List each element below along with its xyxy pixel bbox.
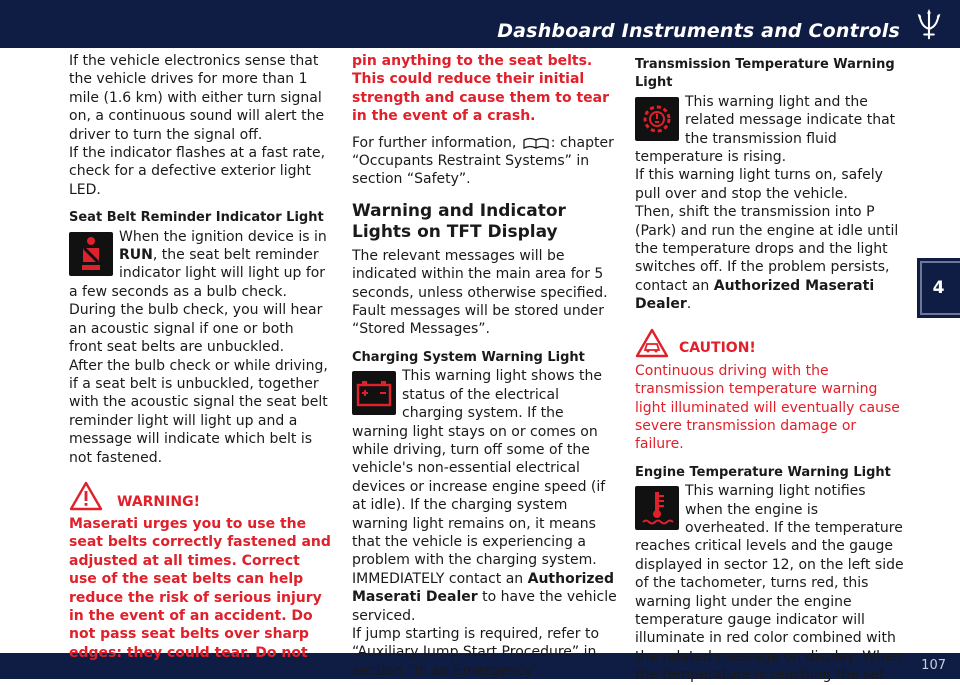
caution-text: Continuous driving with the transmission temperature warning light illuminated will eventually cause severe transmission damage or failure. (635, 362, 900, 453)
warning-triangle-icon (69, 481, 103, 511)
jump-start-paragraph: If jump starting is required, refer to “Auxiliary Jump Start Procedure” in section “In an Emergency”. (352, 625, 600, 679)
tft-heading: Warning and Indicator Lights on TFT Display (352, 200, 566, 242)
maserati-trident-icon (910, 6, 948, 44)
transmission-block (635, 93, 905, 167)
charging-text: This warning light shows the status of the electrical charging system. If the warning light stays on or comes on while driving, turn off some of the vehicle's non-essential electrical devices or increase engine speed (if at idle). If the charging system warning light remains on, it means that the vehicle is experiencing a problem with the charging system. IMMEDIATELY contact an (352, 368, 606, 587)
transmission-stop-paragraph: If this warning light turns on, safely pull over and stop the vehicle. (635, 167, 883, 202)
battery-warning-icon (352, 371, 396, 415)
engine-heading: Engine Temperature Warning Light (635, 464, 891, 480)
seatbelt-text-pre: When the ignition device is in (119, 228, 327, 245)
warning-title: WARNING! (117, 493, 200, 510)
engine-text: This warning light notifies when the engine is overheated. If the temperature reaches critical levels and the gauge displayed in sector 12, on the left side of the tachometer, turns red, this warning light under the engine temperature gauge indicator will illuminate in red color combined with the related message on display. When the temperature is reaching the set (635, 483, 904, 684)
section-title: Dashboard Instruments and Controls (497, 20, 900, 42)
book-reference-icon (521, 136, 551, 150)
seatbelt-heading: Seat Belt Reminder Indicator Light (69, 210, 324, 226)
engine-temp-icon (635, 486, 679, 530)
column-1 (69, 52, 331, 662)
column-2 (352, 52, 618, 680)
further-info-ref: : chapter “Occupants Restraint Systems” in section “Safety”. (352, 134, 614, 188)
charging-block (352, 367, 618, 625)
caution-header (635, 328, 905, 358)
warning-text-continued: pin anything to the seat belts. This could reduce their initial strength and cause them to tear in the event of a crash. (352, 53, 610, 125)
charging-heading: Charging System Warning Light (352, 349, 585, 365)
seatbelt-warning-icon (69, 232, 113, 276)
transmission-text: This warning light and the related message indicate that the transmission fluid temperature is rising. (635, 93, 896, 166)
indicator-flash-paragraph: If the indicator flashes at a fast rate, check for a defective exterior light LED. (69, 145, 326, 198)
further-info-text: For further information, (352, 134, 517, 151)
transmission-temp-icon (635, 97, 679, 141)
caution-title: CAUTION! (679, 340, 756, 357)
caution-car-icon (635, 328, 669, 358)
unbuckled-paragraph: After the bulb check or while driving, if a seat belt is unbuckled, together with the acoustic signal the seat belt reminder light will light up and a message will indicate which belt is not fastened. (69, 357, 328, 466)
charging-tail: to have the vehicle serviced. (352, 589, 617, 624)
page-number: 107 (921, 658, 946, 673)
chapter-number: 4 (932, 278, 945, 298)
warning-header (69, 481, 331, 511)
charging-dealer: Authorized Maserati Dealer (352, 570, 615, 606)
transmission-tail: . (686, 296, 692, 313)
chapter-tab (917, 258, 960, 318)
run-keyword: RUN (119, 247, 153, 264)
seatbelt-text-post: , the seat belt reminder indicator light will light up for a few seconds as a bulb check. (69, 247, 326, 300)
warning-text: Maserati urges you to use the seat belts correctly fastened and adjusted at all times. Correct use of the seat belts can help reduce the risk of serious injury in the event of an accident. Do not pass seat belts over sharp edges: they could tear. Do not (69, 515, 331, 661)
transmission-park-text: Then, shift the transmission into P (Park) and run the engine at idle until the temperature drops and the light switches off. If the problem persists, contact an (635, 204, 899, 294)
engine-block (635, 482, 905, 684)
seatbelt-block (69, 228, 331, 302)
transmission-dealer: Authorized Maserati Dealer (635, 277, 875, 313)
bulb-check-paragraph: During the bulb check, you will hear an acoustic signal if one or both front seat belts are unbuckled. (69, 302, 323, 356)
tft-paragraph: The relevant messages will be indicated within the main area for 5 seconds, unless otherwise specified. Fault messages will be stored under “Stored Messages”. (352, 247, 608, 338)
turn-signal-paragraph: If the vehicle electronics sense that the vehicle drives for more than 1 mile (1.6 km) with either turn signal on, a continuous sound will alert the driver to turn the signal off. (69, 53, 325, 143)
transmission-heading: Transmission Temperature Warning Light (635, 57, 895, 91)
column-3 (635, 52, 905, 685)
page-header (0, 0, 960, 48)
